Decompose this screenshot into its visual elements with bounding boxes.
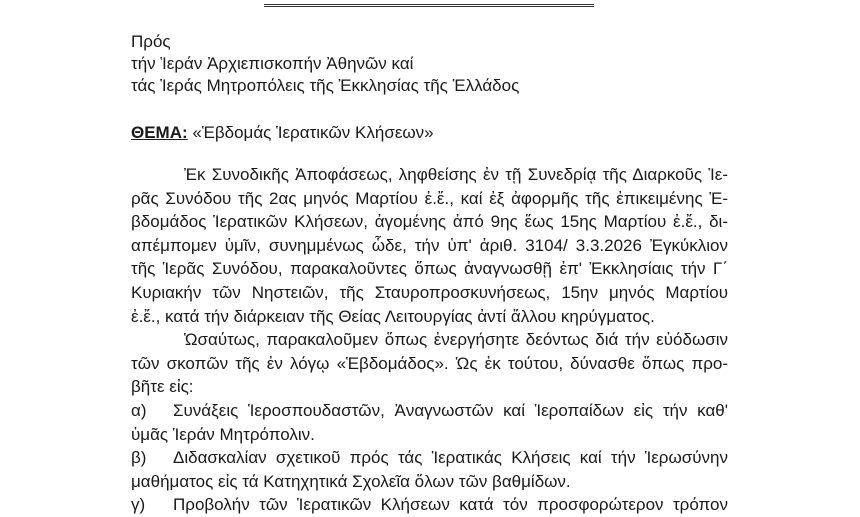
recipient-line: τάς Ἱεράς Μητροπόλεις τῆς Ἐκκλησίας τῆς Ἑλλάδος: [131, 76, 520, 95]
list-item: [131, 399, 728, 446]
subject-label: ΘΕΜΑ:: [131, 123, 188, 142]
list-marker: γ): [131, 495, 146, 515]
paragraph-1: [131, 163, 728, 328]
text-line: βῆτε εἰς:: [131, 377, 194, 397]
subject-text: «Ἑβδομάς Ἱερατικῶν Κλήσεων»: [187, 123, 434, 142]
text-line: ὑμᾶς Ἱεράν Μητρόπολιν.: [131, 424, 315, 444]
text-line: Ἐκ Συνοδικῆς Ἀποφάσεως, ληφθείσης ἐν τῇ Συνεδρίᾳ τῆς Διαρκοῦς Ἱε-: [184, 165, 728, 184]
paragraph-2: [131, 328, 728, 399]
text-line: Συνάξεις Ἱεροσπουδαστῶν, Ἀναγνωστῶν καί Ἱεροπαίδων εἰς τήν καθ': [173, 400, 728, 420]
text-line: Ὡσαύτως, παρακαλοῦμεν ὅπως ἐνεργήσητε δεόντως διά τήν εὐόδωσιν: [184, 330, 728, 350]
recipient-line: τήν Ἱεράν Ἀρχιεπισκοπήν Ἀθηνῶν καί: [131, 54, 414, 73]
recipient-block: [131, 31, 519, 97]
text-line: ἐ.ἔ., κατά τήν διάρκειαν τῆς Θείας Λειτουργίας ἀντί ἄλλου κηρύγματος.: [131, 306, 655, 326]
list-item: [131, 446, 728, 493]
text-line: απέμπομεν ὑμῖν, συνημμένως ὧδε, τήν ὑπ' ἀριθ. 3104/ 3.3.2026 Ἐγκύκλιον: [131, 235, 728, 255]
subject-line: [131, 122, 434, 144]
recipient-line: Πρός: [131, 32, 171, 51]
text-line: Προβολήν τῶν Ἱερατικῶν Κλήσεων κατά τόν προσφορώτερον τρόπον: [173, 495, 728, 515]
text-line: βδομάδος Ἱερατικῶν Κλήσεων, ἀγομένης ἀπό 9ης ἕως 15ης Μαρτίου ἐ.ἔ., δι-: [131, 212, 728, 232]
header-double-rule: [264, 0, 594, 7]
text-line: τῆς Ἱερᾶς Συνόδου, παρακαλοῦντες ὅπως ἀναγνωσθῇ ἐπ' Ἐκκλησίαις τήν Γ΄: [131, 259, 728, 279]
list-marker: α): [131, 400, 147, 420]
list-marker: β): [131, 448, 147, 468]
text-line: Κυριακήν τῶν Νηστειῶν, τῆς Σταυροπροσκυνήσεως, 15ην μηνός Μαρτίου: [131, 282, 728, 302]
text-line: Διδασκαλίαν σχετικοῦ πρός τάς Ἱερατικάς Κλήσεις καί τήν Ἱερωσύνην: [173, 448, 728, 468]
text-line: ρᾶς Συνόδου τῆς 2ας μηνός Μαρτίου ἐ.ἔ., καί ἐξ ἀφορμῆς τῆς ἐπικειμένης Ἑ-: [131, 188, 728, 208]
document-body: [131, 163, 728, 517]
text-line: τῶν σκοπῶν τῆς ἐν λόγῳ «Ἑβδομάδος». Ὡς ἐκ τούτου, δύνασθε ὅπως προ-: [131, 353, 728, 373]
text-line: μαθήματος εἰς τά Κατηχητικά Σχολεῖα ὅλων τῶν βαθμίδων.: [131, 471, 571, 491]
list-item: [131, 493, 728, 517]
